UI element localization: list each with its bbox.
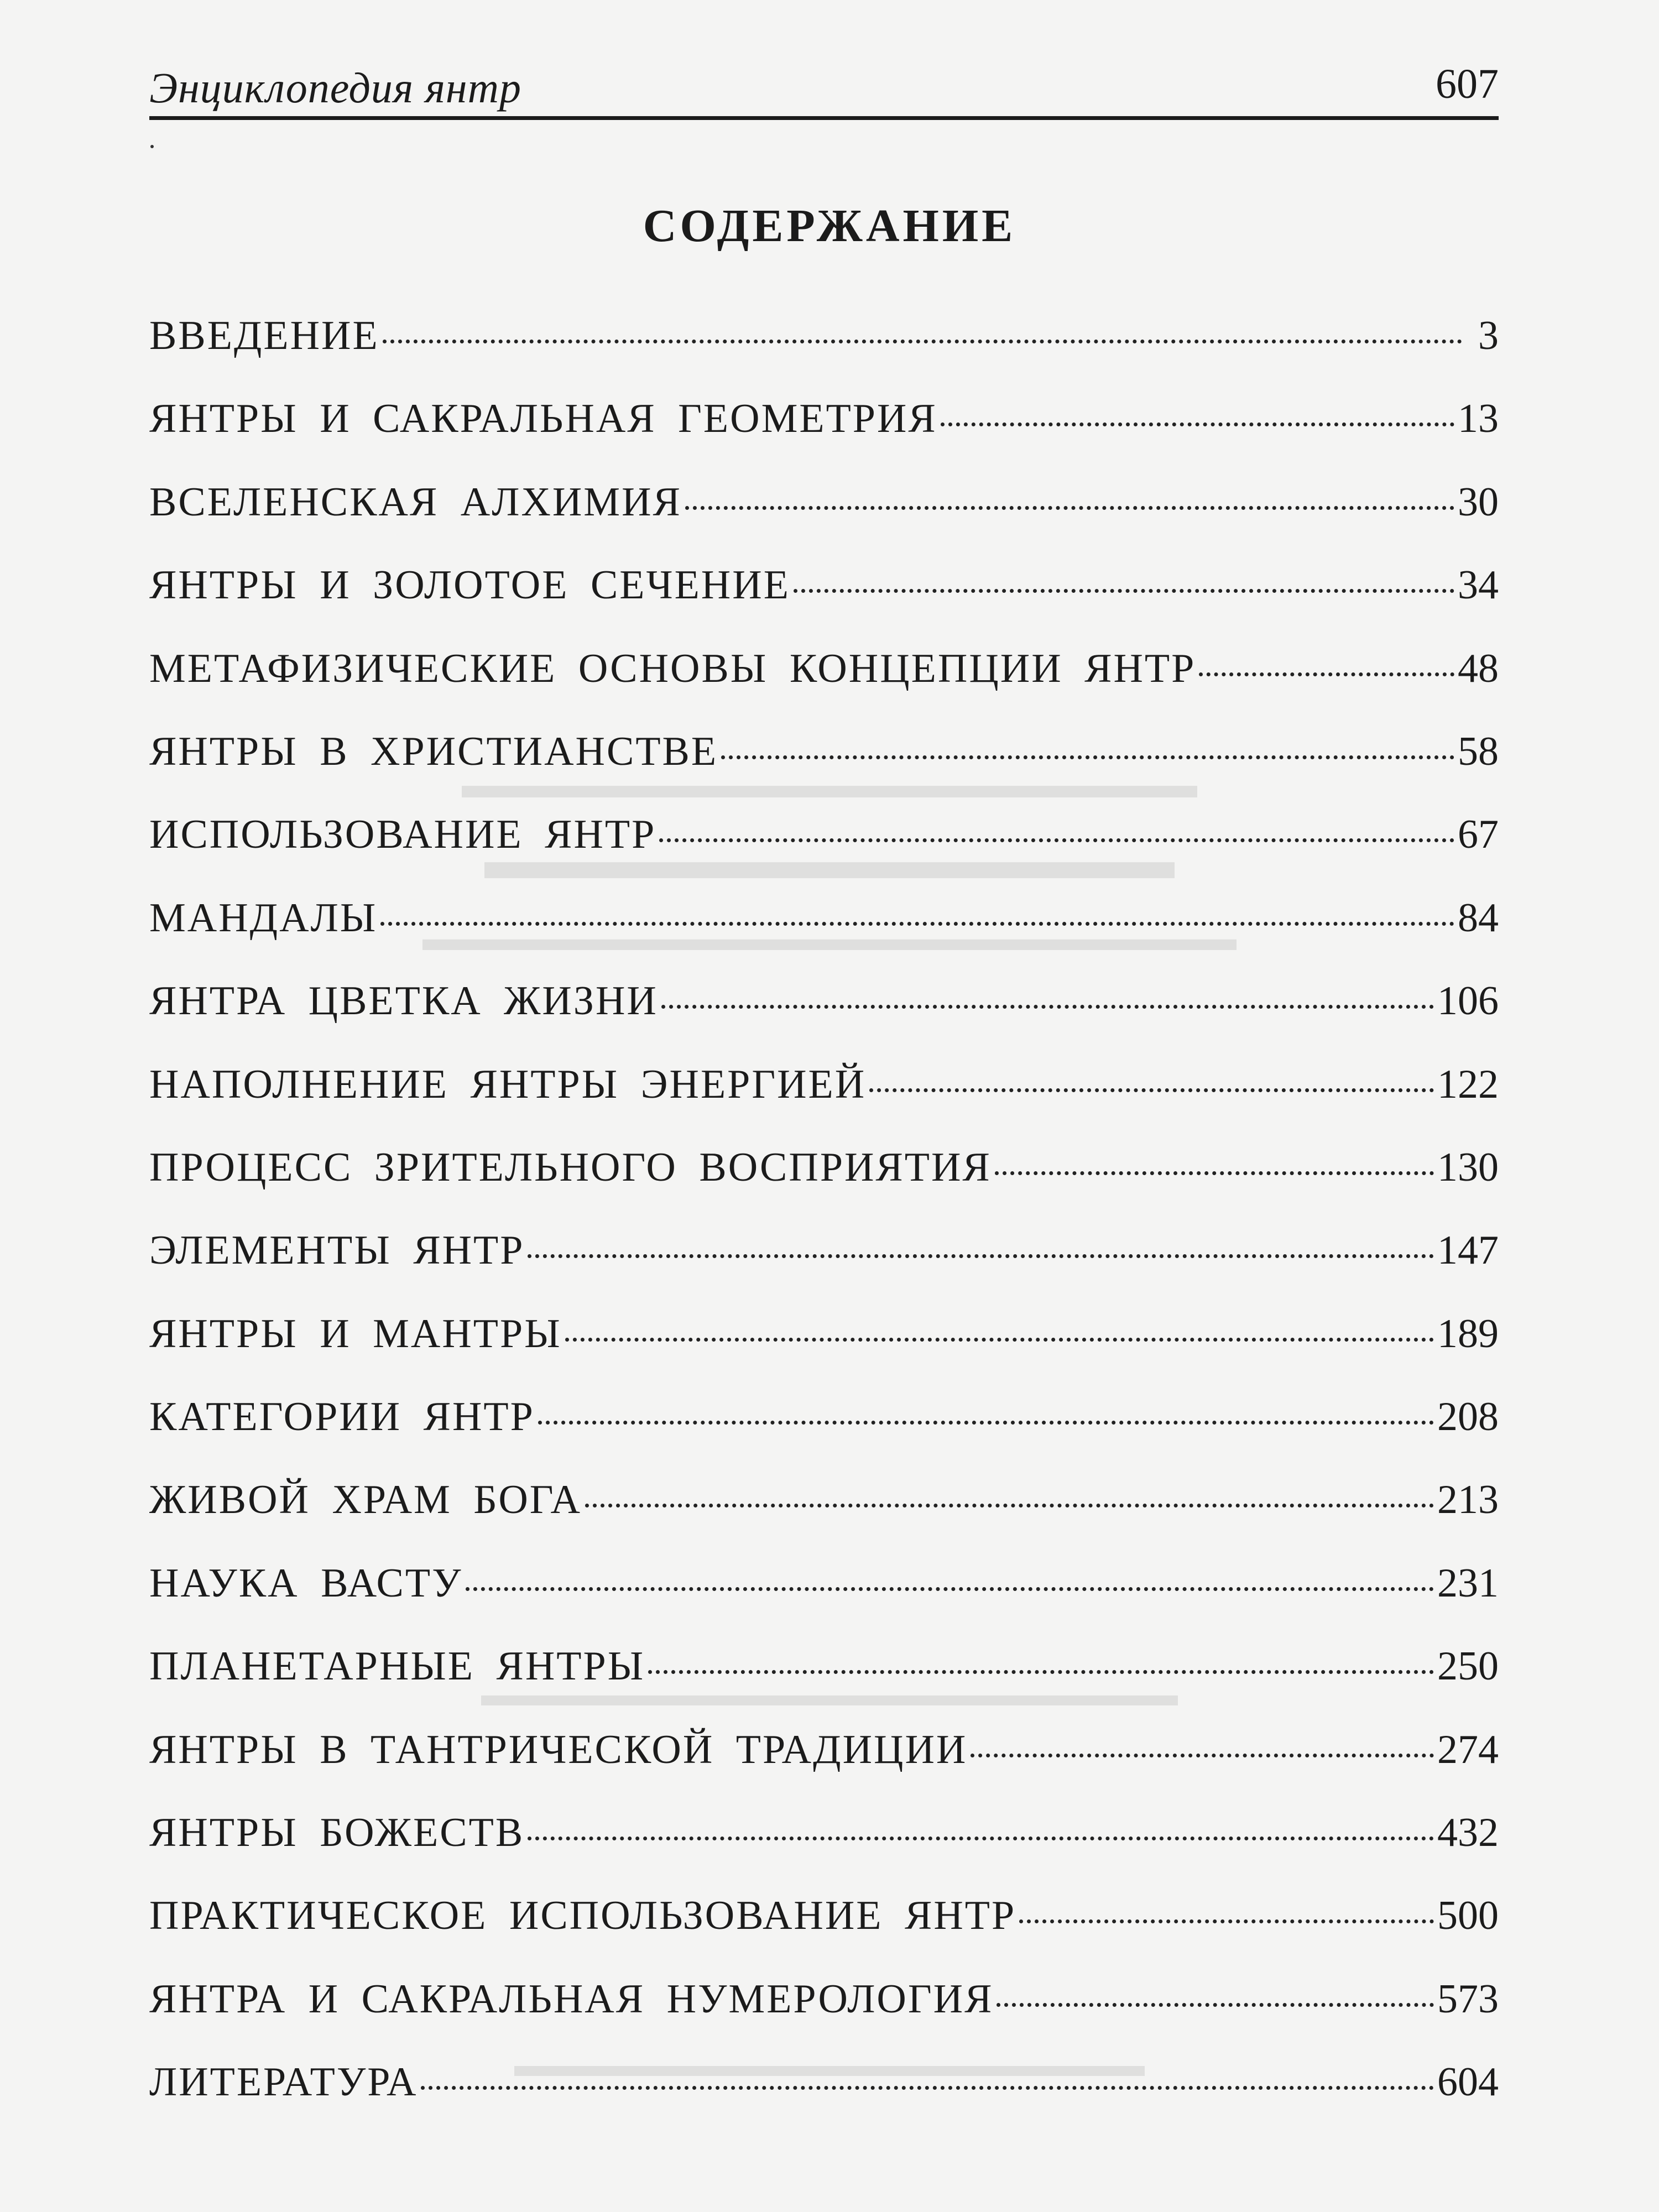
toc-entry-page: 48 <box>1458 645 1499 691</box>
toc-entry-page: 208 <box>1437 1394 1499 1440</box>
toc-entry <box>149 2059 1499 2142</box>
dot-leader <box>421 2086 1434 2090</box>
toc-entry-page: 500 <box>1437 1893 1499 1939</box>
bleed-through-line-5: ▬▬▬▬▬▬▬▬▬▬▬▬▬▬▬▬▬▬▬ <box>514 2047 1145 2083</box>
dot-leader <box>941 422 1454 426</box>
toc-entry-page: 432 <box>1437 1810 1499 1856</box>
toc-entry-page: 231 <box>1437 1560 1499 1606</box>
page-number: 607 <box>1436 61 1499 107</box>
dot-leader <box>528 1254 1434 1258</box>
toc-entry-page: 67 <box>1458 812 1499 858</box>
toc-entry <box>149 1726 1499 1809</box>
bleed-through-line-3: ▬▬▬▬▬▬▬▬▬▬▬▬▬▬▬▬▬▬▬▬▬▬▬ <box>422 919 1237 958</box>
toc-entry <box>149 1311 1499 1394</box>
toc-entry-label: НАПОЛНЕНИЕ ЯНТРЫ ЭНЕРГИЕЙ <box>149 1061 867 1107</box>
toc-entry-label: ВВЕДЕНИЕ <box>149 313 379 358</box>
dot-leader <box>466 1587 1434 1591</box>
dot-leader <box>971 1754 1434 1757</box>
toc-entry-label: ЛИТЕРАТУРА <box>149 2059 418 2105</box>
toc-entry-label: ПРАКТИЧЕСКОЕ ИСПОЛЬЗОВАНИЕ ЯНТР <box>149 1893 1016 1939</box>
dot-leader <box>538 1421 1434 1425</box>
toc-entry-label: ЭЛЕМЕНТЫ ЯНТР <box>149 1228 525 1274</box>
toc-entry <box>149 811 1499 894</box>
toc-entry-label: ЯНТРЫ В ТАНТРИЧЕСКОЙ ТРАДИЦИИ <box>149 1726 968 1772</box>
dot-leader <box>528 1837 1434 1840</box>
toc-entry-label: ЯНТРЫ В ХРИСТИАНСТВЕ <box>149 728 718 774</box>
toc-entry-label: МАНДАЛЫ <box>149 895 378 941</box>
toc-entry-label: ЯНТРЫ И САКРАЛЬНАЯ ГЕОМЕТРИЯ <box>149 396 937 442</box>
toc-entry-page: 250 <box>1437 1644 1499 1689</box>
toc-entry <box>149 1976 1499 2059</box>
dot-leader <box>565 1338 1434 1342</box>
toc-entry <box>149 1892 1499 1975</box>
toc-entry-page: 13 <box>1458 396 1499 442</box>
bleed-through-line-4: ▬▬▬▬▬▬▬▬▬▬▬▬▬▬▬▬▬▬▬▬▬ <box>481 1676 1178 1713</box>
toc-entry-label: ИСПОЛЬЗОВАНИЕ ЯНТР <box>149 812 656 858</box>
dot-leader <box>661 1005 1434 1009</box>
toc-entry-page: 274 <box>1437 1726 1499 1772</box>
toc-entry <box>149 1394 1499 1477</box>
dot-leader <box>383 340 1462 343</box>
toc-entry-page: 30 <box>1458 479 1499 525</box>
toc-entry-label: ЯНТРЫ И МАНТРЫ <box>149 1311 562 1357</box>
toc-entry <box>149 1477 1499 1559</box>
toc-entry-label: КАТЕГОРИИ ЯНТР <box>149 1394 535 1440</box>
toc-entry-label: ПЛАНЕТАРНЫЕ ЯНТРЫ <box>149 1644 645 1689</box>
toc-entry <box>149 312 1499 395</box>
toc-entry <box>149 645 1499 728</box>
toc-entry <box>149 562 1499 645</box>
toc-entry-page: 147 <box>1437 1228 1499 1274</box>
toc-entry-page: 130 <box>1437 1144 1499 1190</box>
toc-entry-page: 58 <box>1458 728 1499 774</box>
toc-entry-label: ЯНТРА ЦВЕТКА ЖИЗНИ <box>149 978 658 1024</box>
toc-entry-page: 122 <box>1437 1061 1499 1107</box>
toc-entry-label: ЯНТРЫ И ЗОЛОТОЕ СЕЧЕНИЕ <box>149 562 790 608</box>
dot-leader <box>997 2003 1434 2007</box>
toc-entry <box>149 395 1499 478</box>
toc-entry-page: 213 <box>1437 1477 1499 1523</box>
toc-entry-page: 34 <box>1458 562 1499 608</box>
dot-leader <box>659 838 1454 842</box>
bleed-through-line-2: ▬▬▬▬▬▬▬▬▬▬▬▬▬ <box>484 831 1175 890</box>
toc-entry <box>149 1643 1499 1726</box>
dot-leader <box>995 1171 1434 1175</box>
dot-leader <box>1199 672 1454 676</box>
dot-leader <box>869 1088 1434 1092</box>
header-rule <box>149 116 1499 120</box>
dot-leader <box>685 506 1454 510</box>
toc-entry <box>149 1061 1499 1144</box>
toc-entry <box>149 1144 1499 1227</box>
toc-entry <box>149 1809 1499 1892</box>
print-speck <box>150 145 154 148</box>
running-title: Энциклопедия янтр <box>149 64 521 112</box>
dot-leader <box>585 1504 1434 1507</box>
dot-leader <box>648 1670 1434 1674</box>
toc-entry-label: ЯНТРА И САКРАЛЬНАЯ НУМЕРОЛОГИЯ <box>149 1976 994 2022</box>
dot-leader <box>721 755 1454 759</box>
toc-entry-page: 604 <box>1437 2059 1499 2105</box>
toc-entry <box>149 1227 1499 1310</box>
toc-entry <box>149 1560 1499 1643</box>
bleed-through-line-1: ▬▬▬▬▬▬▬▬▬▬▬▬▬▬▬▬▬▬▬ <box>462 764 1197 806</box>
toc-entry-label: НАУКА ВАСТУ <box>149 1560 463 1606</box>
toc-entry-page: 84 <box>1458 895 1499 941</box>
toc-entry-label: ПРОЦЕСС ЗРИТЕЛЬНОГО ВОСПРИЯТИЯ <box>149 1144 992 1190</box>
running-header <box>149 55 1499 116</box>
toc-entry-page: 106 <box>1437 978 1499 1024</box>
toc-entry <box>149 895 1499 978</box>
dot-leader <box>794 589 1454 593</box>
table-of-contents <box>149 312 1499 2142</box>
toc-entry <box>149 479 1499 562</box>
toc-entry-label: МЕТАФИЗИЧЕСКИЕ ОСНОВЫ КОНЦЕПЦИИ ЯНТР <box>149 645 1196 691</box>
toc-entry <box>149 978 1499 1061</box>
toc-entry-label: ЖИВОЙ ХРАМ БОГА <box>149 1477 582 1523</box>
toc-entry-page: 189 <box>1437 1311 1499 1357</box>
toc-entry <box>149 728 1499 811</box>
toc-entry-page: 573 <box>1437 1976 1499 2022</box>
toc-title: СОДЕРЖАНИЕ <box>643 200 1016 252</box>
dot-leader <box>380 922 1454 926</box>
dot-leader <box>1019 1919 1434 1923</box>
toc-entry-label: ВСЕЛЕНСКАЯ АЛХИМИЯ <box>149 479 682 525</box>
toc-entry-label: ЯНТРЫ БОЖЕСТВ <box>149 1810 525 1856</box>
toc-entry-page: 3 <box>1478 313 1499 358</box>
